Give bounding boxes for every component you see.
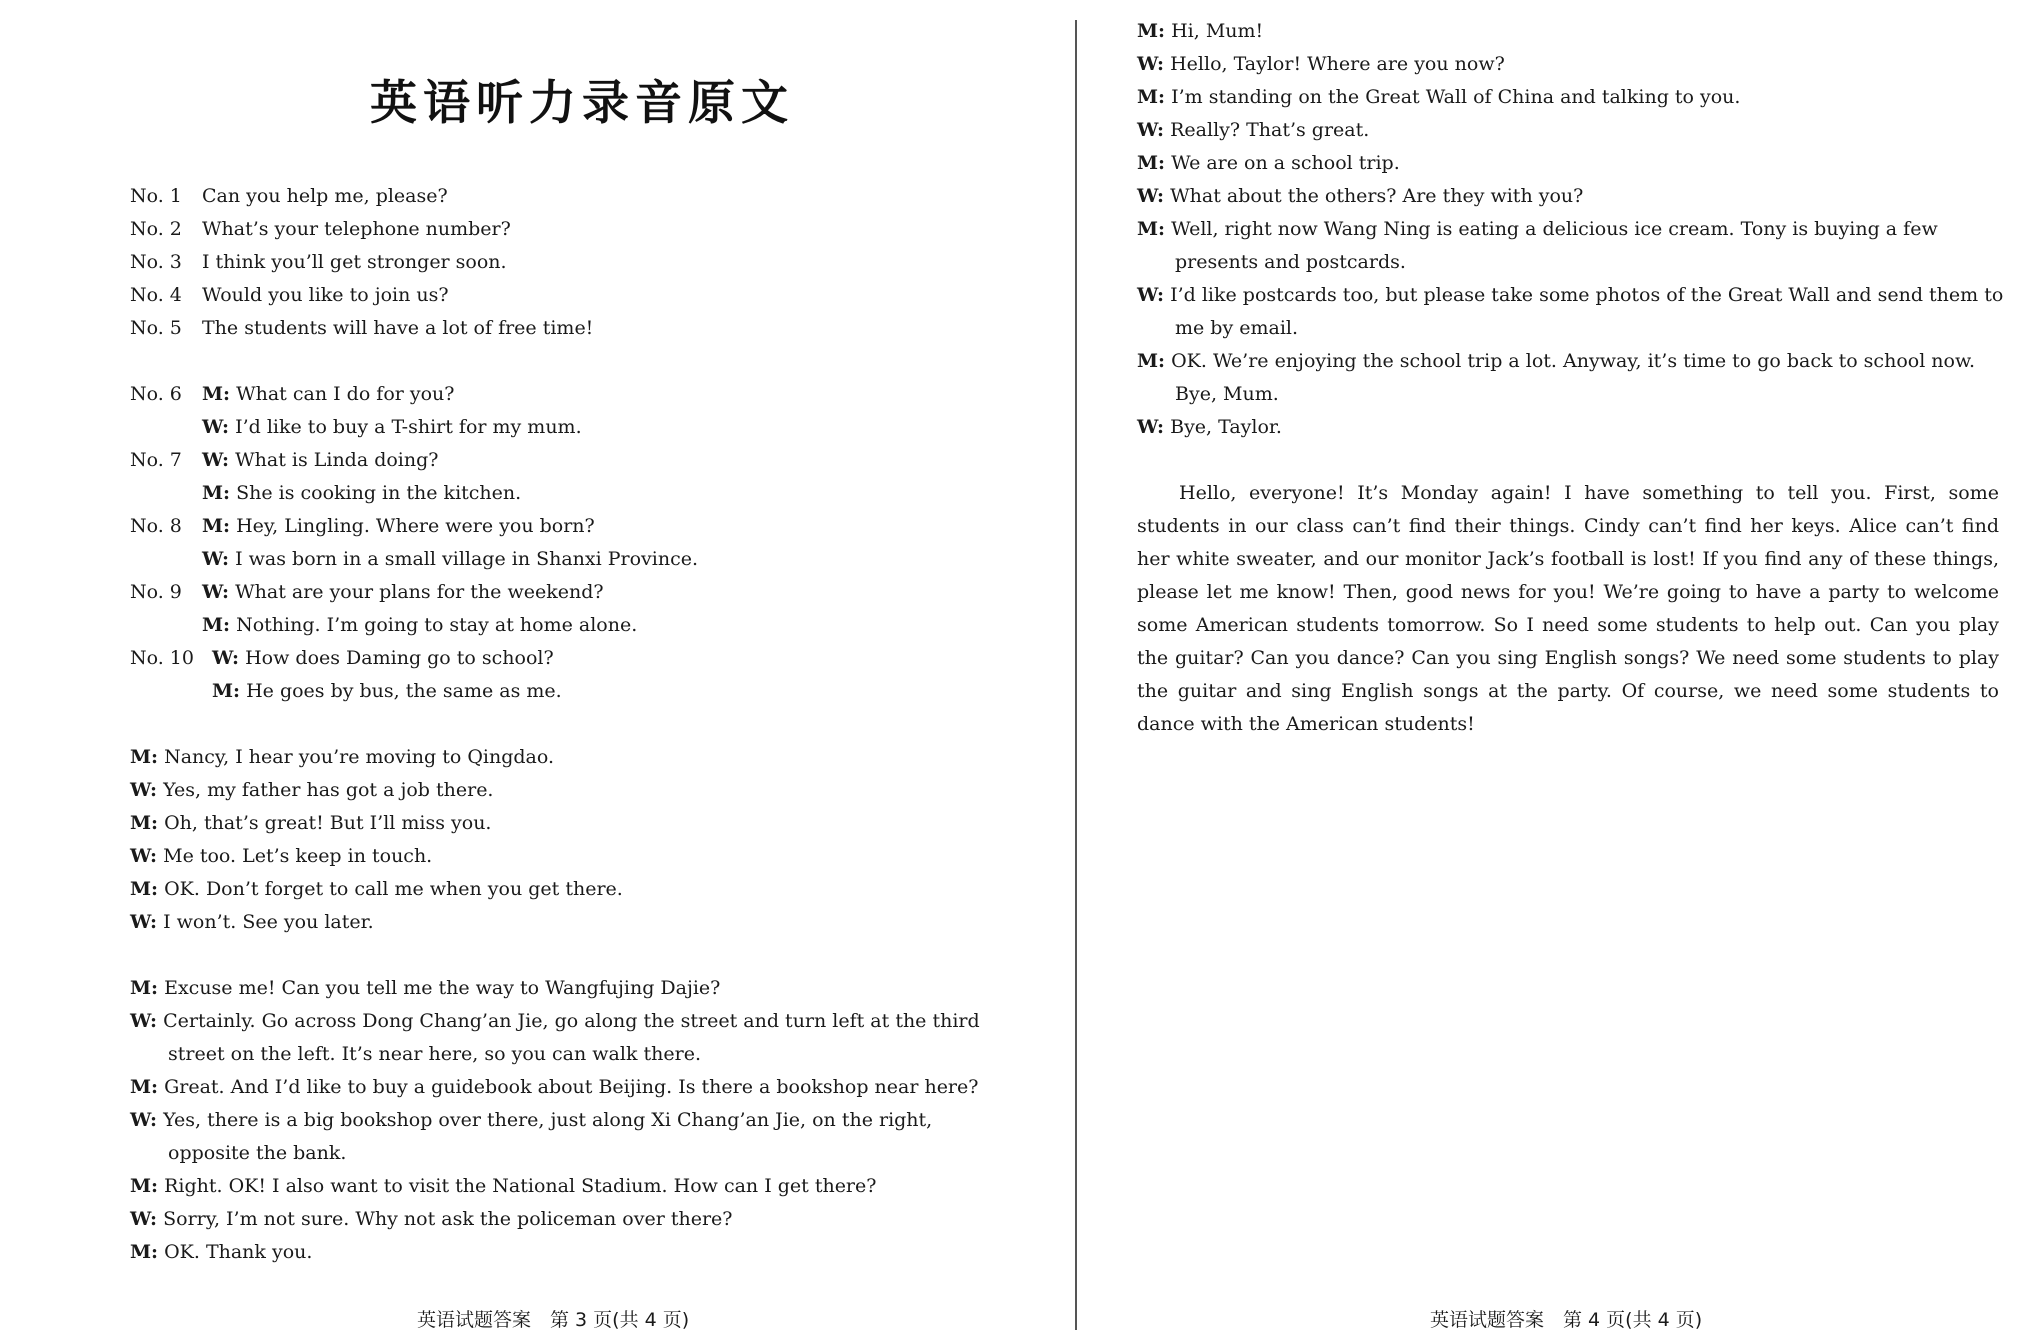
speaker-label: M:: [1137, 152, 1166, 174]
dialog-line: [130, 1207, 732, 1231]
page-title: 英语听力录音原文: [370, 76, 794, 131]
item-number: No. 6: [130, 383, 182, 405]
item-number: No. 5: [130, 317, 182, 339]
dialog-text: He goes by bus, the same as me.: [246, 680, 562, 702]
dialog-text: What about the others? Are they with you?: [1170, 185, 1584, 207]
item-text: What’s your telephone number?: [202, 218, 511, 240]
dialog-text: Well, right now Wang Ning is eating a delicious ice cream. Tony is buying a few: [1171, 218, 1938, 240]
dialog-text: OK. Don’t forget to call me when you get there.: [164, 878, 623, 900]
dialog-text: Right. OK! I also want to visit the National Stadium. How can I get there?: [164, 1175, 877, 1197]
item-number: No. 1: [130, 185, 182, 207]
dialog-line: [130, 745, 554, 769]
dialog-text: I’m standing on the Great Wall of China and talking to you.: [1171, 86, 1741, 108]
dialog-line: [212, 679, 562, 703]
dialog-line: [130, 778, 493, 802]
dialog-line: [130, 646, 554, 670]
dialog-text: I was born in a small village in Shanxi Province.: [235, 548, 699, 570]
dialog-line: [1137, 217, 1938, 241]
dialog-text: What is Linda doing?: [235, 449, 439, 471]
page-divider: [1075, 20, 1077, 1330]
item-number: No. 8: [130, 515, 182, 537]
speaker-label: W:: [1137, 185, 1165, 207]
dialog-text: What can I do for you?: [236, 383, 455, 405]
item-text: The students will have a lot of free time!: [202, 317, 594, 339]
dialog-continuation: Bye, Mum.: [1175, 383, 1279, 405]
speaker-label: M:: [130, 1175, 159, 1197]
dialog-continuation: street on the left. It’s near here, so you can walk there.: [168, 1043, 701, 1065]
dialog-line: [130, 976, 720, 1000]
list-item: [130, 250, 507, 274]
dialog-line: [130, 514, 595, 538]
speaker-label: M:: [130, 878, 159, 900]
speaker-label: M:: [130, 812, 159, 834]
list-item: [130, 283, 449, 307]
dialog-line: [130, 448, 438, 472]
dialog-line: [130, 877, 623, 901]
dialog-line: [1137, 415, 1282, 439]
speaker-label: W:: [130, 845, 158, 867]
dialog-line: [1137, 118, 1369, 142]
dialog-text: Really? That’s great.: [1170, 119, 1370, 141]
speaker-label: M:: [202, 482, 231, 504]
dialog-text: OK. We’re enjoying the school trip a lot. Anyway, it’s time to go back to school now.: [1171, 350, 1976, 372]
dialog-line: [130, 811, 491, 835]
dialog-line: [1137, 184, 1583, 208]
dialog-text: What are your plans for the weekend?: [235, 581, 604, 603]
dialog-text: Yes, there is a big bookshop over there, just along Xi Chang’an Jie, on the right,: [163, 1109, 933, 1131]
dialog-text: Sorry, I’m not sure. Why not ask the policeman over there?: [163, 1208, 733, 1230]
speaker-label: M:: [130, 1241, 159, 1263]
speaker-label: M:: [130, 1076, 159, 1098]
dialog-line: [130, 844, 432, 868]
page-footer: 英语试题答案 第 3 页(共 4 页): [417, 1309, 690, 1331]
item-number: No. 7: [130, 449, 182, 471]
page-footer: 英语试题答案 第 4 页(共 4 页): [1430, 1309, 1703, 1331]
dialog-text: I won’t. See you later.: [163, 911, 374, 933]
passage-text: Hello, everyone! It’s Monday again! I have something to tell you. First, some students in our class can’t find their things. Cindy can’t find her keys. Alice can’t find her white sweater, and our monitor Jack’s football is lost! If you find any of these things, please let me know! Then, good news for you! We’re going to have a party to welcome some American students tomorrow. So I need some students to help out. Can you play the guitar? Can you dance? Can you sing English songs? We need some students to play the guitar and sing English songs at the party. Of course, we need some students to dance with the American students!: [1137, 482, 1999, 735]
dialog-continuation: presents and postcards.: [1175, 251, 1406, 273]
dialog-text: She is cooking in the kitchen.: [236, 482, 522, 504]
dialog-line: [202, 415, 582, 439]
speaker-label: W:: [130, 1109, 158, 1131]
speaker-label: W:: [130, 911, 158, 933]
speaker-label: W:: [1137, 416, 1165, 438]
dialog-text: Great. And I’d like to buy a guidebook about Beijing. Is there a bookshop near here?: [164, 1076, 979, 1098]
dialog-text: Certainly. Go across Dong Chang’an Jie, go along the street and turn left at the third: [163, 1010, 980, 1032]
dialog-line: [130, 1174, 876, 1198]
speaker-label: M:: [1137, 350, 1166, 372]
dialog-text: Nancy, I hear you’re moving to Qingdao.: [164, 746, 555, 768]
speaker-label: W:: [130, 1208, 158, 1230]
dialog-line: [130, 1108, 932, 1132]
dialog-text: Hi, Mum!: [1171, 20, 1264, 42]
speaker-label: M:: [202, 614, 231, 636]
right-page: [1080, 0, 2028, 1340]
dialog-text: Oh, that’s great! But I’ll miss you.: [164, 812, 492, 834]
dialog-text: Bye, Taylor.: [1170, 416, 1282, 438]
list-item: [130, 316, 593, 340]
speaker-label: M:: [130, 977, 159, 999]
speaker-label: M:: [202, 383, 231, 405]
dialog-text: I’d like postcards too, but please take some photos of the Great Wall and send them to: [1170, 284, 2004, 306]
speaker-label: M:: [1137, 218, 1166, 240]
dialog-text: We are on a school trip.: [1171, 152, 1400, 174]
dialog-line: [130, 1240, 312, 1264]
dialog-line: [130, 382, 454, 406]
speaker-label: W:: [202, 548, 230, 570]
speaker-label: W:: [1137, 119, 1165, 141]
dialog-line: [1137, 19, 1263, 43]
dialog-text: How does Daming go to school?: [245, 647, 554, 669]
speaker-label: W:: [212, 647, 240, 669]
speaker-label: W:: [1137, 284, 1165, 306]
item-number: No. 2: [130, 218, 182, 240]
dialog-text: OK. Thank you.: [164, 1241, 313, 1263]
item-number: No. 9: [130, 581, 182, 603]
dialog-line: [1137, 349, 1975, 373]
dialog-text: I’d like to buy a T-shirt for my mum.: [235, 416, 582, 438]
dialog-line: [130, 1009, 980, 1033]
dialog-line: [1137, 151, 1400, 175]
speaker-label: W:: [202, 581, 230, 603]
list-item: [130, 184, 448, 208]
dialog-text: Hey, Lingling. Where were you born?: [236, 515, 595, 537]
speaker-label: M:: [1137, 86, 1166, 108]
dialog-continuation: me by email.: [1175, 317, 1299, 339]
speaker-label: W:: [130, 779, 158, 801]
speaker-label: M:: [202, 515, 231, 537]
item-number: No. 4: [130, 284, 182, 306]
list-item: [130, 217, 511, 241]
speaker-label: M:: [1137, 20, 1166, 42]
dialog-line: [202, 547, 698, 571]
dialog-line: [202, 481, 521, 505]
dialog-text: Yes, my father has got a job there.: [163, 779, 494, 801]
speaker-label: W:: [202, 449, 230, 471]
dialog-text: Hello, Taylor! Where are you now?: [1170, 53, 1505, 75]
dialog-line: [1137, 85, 1740, 109]
dialog-line: [130, 1075, 978, 1099]
dialog-text: Excuse me! Can you tell me the way to Wangfujing Dajie?: [164, 977, 721, 999]
dialog-line: [130, 910, 374, 934]
item-number: No. 10: [130, 647, 194, 669]
item-text: Would you like to join us?: [202, 284, 449, 306]
dialog-line: [130, 580, 604, 604]
dialog-continuation: opposite the bank.: [168, 1142, 347, 1164]
item-number: No. 3: [130, 251, 182, 273]
item-text: Can you help me, please?: [202, 185, 448, 207]
speaker-label: M:: [130, 746, 159, 768]
dialog-text: Nothing. I’m going to stay at home alone.: [236, 614, 638, 636]
item-text: I think you’ll get stronger soon.: [202, 251, 507, 273]
dialog-text: Me too. Let’s keep in touch.: [163, 845, 433, 867]
dialog-line: [1137, 52, 1505, 76]
speaker-label: W:: [202, 416, 230, 438]
dialog-line: [202, 613, 637, 637]
dialog-line: [1137, 283, 2003, 307]
speaker-label: W:: [1137, 53, 1165, 75]
speaker-label: M:: [212, 680, 241, 702]
speaker-label: W:: [130, 1010, 158, 1032]
